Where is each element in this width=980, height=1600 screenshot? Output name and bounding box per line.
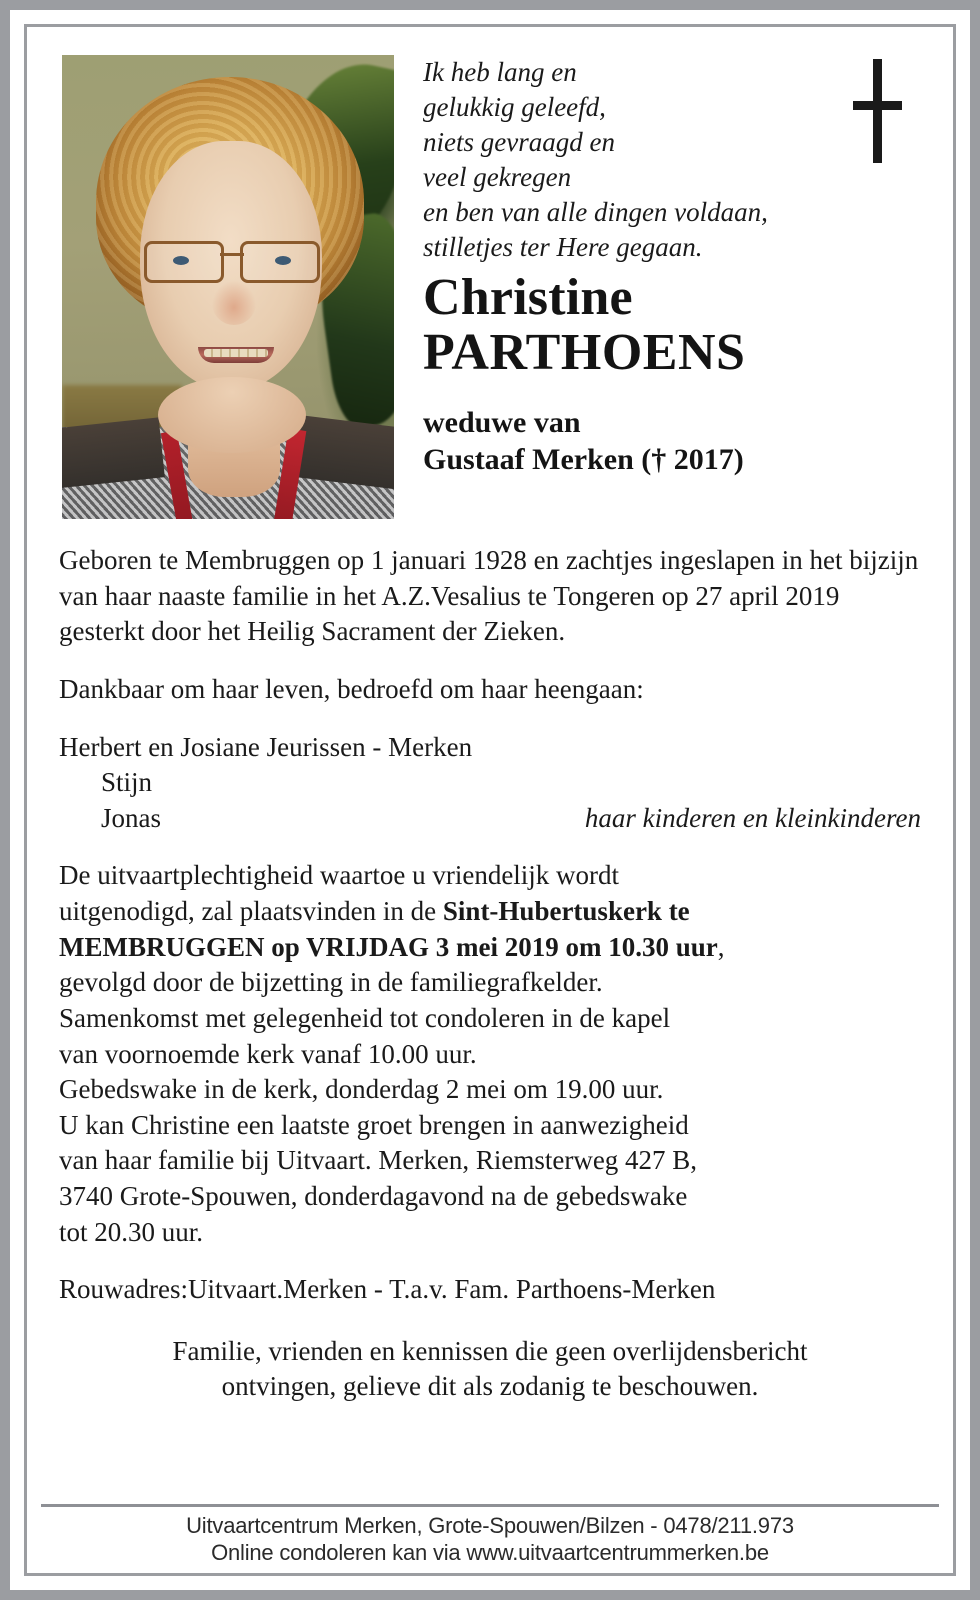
quote-line: stilletjes ter Here gegaan. — [423, 232, 703, 263]
quote-line: gelukkig geleefd, — [423, 92, 606, 123]
spouse-name: Gustaaf Merken († 2017) — [423, 443, 744, 477]
family-block — [59, 730, 921, 837]
spouse-prefix: weduwe van — [423, 406, 581, 440]
funeral-home-contact: Uitvaartcentrum Merken, Grote-Spouwen/Bilzen - 0478/211.973 — [186, 1513, 794, 1539]
gratitude-line: Dankbaar om haar leven, bedroefd om haar heengaan: — [59, 673, 644, 704]
service-church-bold: Sint-Hubertuskerk te — [442, 896, 690, 926]
funeral-home-website: Online condoleren kan via www.uitvaartcentrummerken.be — [211, 1540, 769, 1566]
photo-lens-left — [144, 241, 224, 283]
quote-line: Ik heb lang en — [423, 57, 577, 87]
deceased-name-block — [423, 271, 943, 479]
closing-note — [59, 1334, 921, 1404]
closing-line-2: ontvingen, gelieve dit als zodanig te beschouwen. — [221, 1370, 759, 1401]
spouse-info — [423, 404, 943, 478]
photo-chin — [158, 377, 306, 453]
memorial-card-inner-frame — [24, 24, 956, 1576]
service-line-6: van voornoemde kerk vanaf 10.00 uur. — [59, 1038, 477, 1069]
last-name: PARTHOENS — [423, 324, 746, 382]
memorial-card-content — [27, 27, 953, 1573]
family-child-row — [59, 801, 921, 837]
family-relation-note: haar kinderen en kleinkinderen — [584, 802, 921, 833]
service-line-4: gevolgd door de bijzetting in de familiegrafkelder. — [59, 967, 603, 998]
photo-collar-left — [62, 417, 165, 488]
photo-teeth — [204, 349, 268, 357]
memorial-quote — [423, 55, 893, 266]
funeral-home-info — [41, 1513, 939, 1567]
cross-horizontal-bar — [853, 101, 902, 110]
service-line-2 — [59, 894, 921, 930]
photo-eye-left — [173, 256, 189, 265]
service-datetime-bold: MEMBRUGGEN op VRIJDAG 3 mei 2019 om 10.30 uur — [59, 931, 718, 962]
quote-line: veel gekregen — [423, 162, 572, 193]
photo-eye-right — [275, 256, 291, 265]
service-intro-text: uitgenodigd, zal plaatsvinden in de — [59, 896, 443, 926]
first-name: Christine — [423, 269, 633, 326]
service-line-7: Gebedswake in de kerk, donderdag 2 mei om 19.00 uur. — [59, 1074, 664, 1105]
portrait-photo — [62, 55, 394, 519]
service-line-9: van haar familie bij Uitvaart. Merken, Riemsterweg 427 B, — [59, 1145, 698, 1176]
quote-line: niets gevraagd en — [423, 127, 615, 158]
mourning-address: Rouwadres:Uitvaart.Merken - T.a.v. Fam. Parthoens-Merken — [59, 1274, 716, 1305]
memorial-body — [53, 543, 927, 1404]
service-line-1: De uitvaartplechtigheid waartoe u vriendelijk wordt — [59, 860, 620, 891]
cross-vertical-bar — [873, 59, 882, 163]
photo-nose — [212, 281, 256, 325]
service-line-10: 3740 Grote-Spouwen, donderdagavond na de gebedswake — [59, 1181, 688, 1211]
footer-section — [27, 1504, 953, 1567]
family-child-line: Stijn — [101, 767, 153, 798]
footer-divider — [41, 1504, 939, 1507]
service-line-5: Samenkomst met gelegenheid tot condoleren in de kapel — [59, 1002, 671, 1033]
latin-cross-icon — [849, 59, 905, 163]
eyeglasses-icon — [142, 241, 322, 281]
photo-lens-right — [240, 241, 320, 283]
quote-line: en ben van alle dingen voldaan, — [423, 197, 768, 228]
biography-paragraph: Geboren te Membruggen op 1 januari 1928 en zachtjes ingeslapen in het bijzijn van haar naaste familie in het A.Z.Vesalius te Tongeren op 27 april 2019 gesterkt door het Heilig Sacrament der Zieken. — [59, 545, 919, 647]
family-parents-line: Herbert en Josiane Jeurissen - Merken — [59, 731, 473, 762]
family-child-line: Jonas — [101, 802, 161, 833]
service-details — [59, 858, 921, 1250]
header-section — [53, 49, 927, 543]
photo-glasses-bridge — [220, 253, 244, 256]
service-line-8: U kan Christine een laatste groet brengen in aanwezigheid — [59, 1109, 689, 1140]
service-line-3 — [59, 930, 921, 966]
service-comma: , — [717, 931, 725, 962]
closing-line-1: Familie, vrienden en kennissen die geen overlijdensbericht — [172, 1335, 808, 1366]
service-line-11: tot 20.30 uur. — [59, 1216, 204, 1247]
memorial-card-white-mat — [10, 10, 970, 1590]
